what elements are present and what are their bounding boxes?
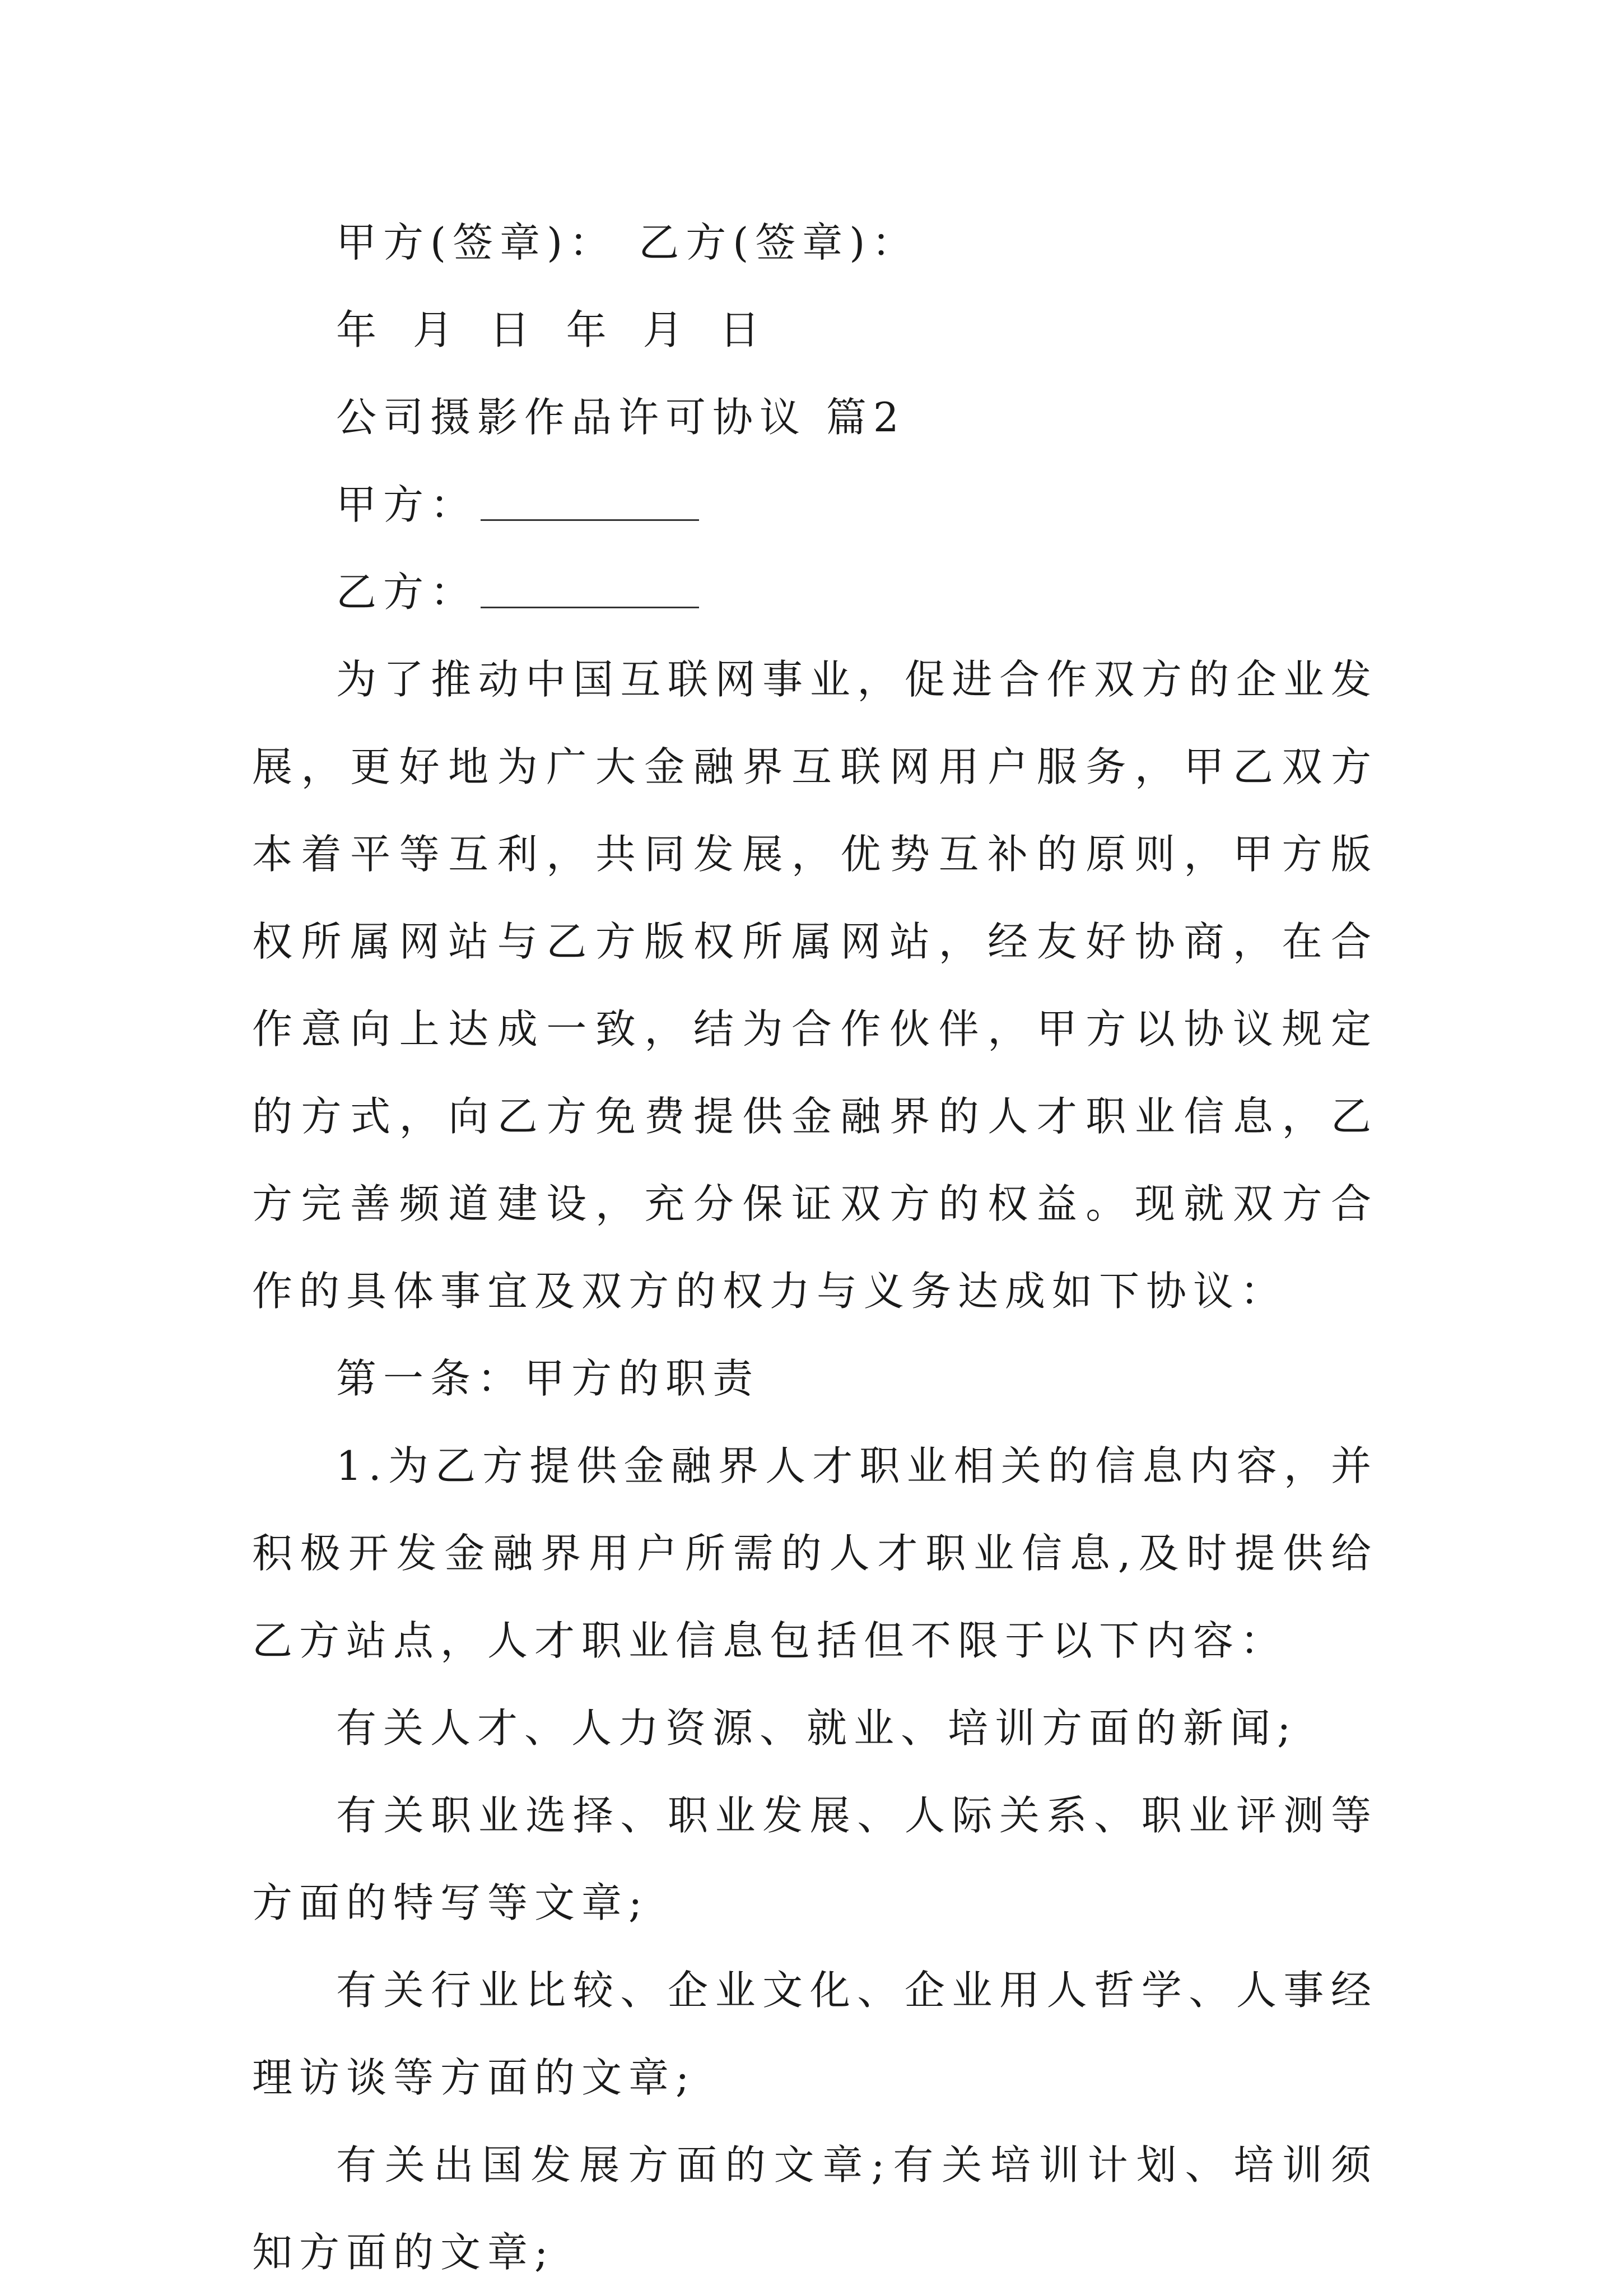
party-b-blank [481, 604, 699, 608]
party-b-signature: 乙方(签章)： [639, 219, 919, 266]
party-b-line [252, 548, 1378, 636]
bullet-paragraph: 有关人才、人力资源、就业、培训方面的新闻; [336, 1704, 1298, 1752]
article1-title: 第一条：甲方的职责 [336, 1355, 760, 1402]
document-body [252, 199, 1378, 2296]
bullet-paragraph: 有关出国发展方面的文章;有关培训计划、培训须知方面的文章; [252, 2141, 1378, 2276]
party-a-line [252, 461, 1378, 548]
party-b-label: 乙方： [336, 569, 478, 616]
intro-paragraph: 为了推动中国互联网事业，促进合作双方的企业发展，更好地为广大金融界互联网用户服务，甲乙双方本着平等互利，共同发展，优势互补的原则，甲方版权所属网站与乙方版权所属网站，经友好协商，在合作意向上达成一致，结为合作伙伴，甲方以协议规定的方式，向乙方免费提供金融界的人才职业信息，乙方完善频道建设，充分保证双方的权益。现就双方合作的具体事宜及双方的权力与义务达成如下协议： [252, 656, 1378, 1315]
party-a-signature: 甲方(签章)： [336, 219, 617, 266]
bullet-paragraph: 有关职业选择、职业发展、人际关系、职业评测等方面的特写等文章; [252, 1792, 1378, 1926]
party-a-label: 甲方： [336, 481, 478, 528]
date-line: 年 月 日 年 月 日 [336, 306, 767, 353]
section-title: 公司摄影作品许可协议 篇2 [336, 394, 906, 441]
signature-line [252, 199, 1378, 286]
item-1-paragraph: 1.为乙方提供金融界人才职业相关的信息内容，并积极开发金融界用户所需的人才职业信息,及时提供给乙方站点，人才职业信息包括但不限于以下内容： [252, 1442, 1378, 1664]
bullet-paragraph: 有关行业比较、企业文化、企业用人哲学、人事经理访谈等方面的文章; [252, 1967, 1378, 2101]
party-a-blank [481, 517, 699, 521]
